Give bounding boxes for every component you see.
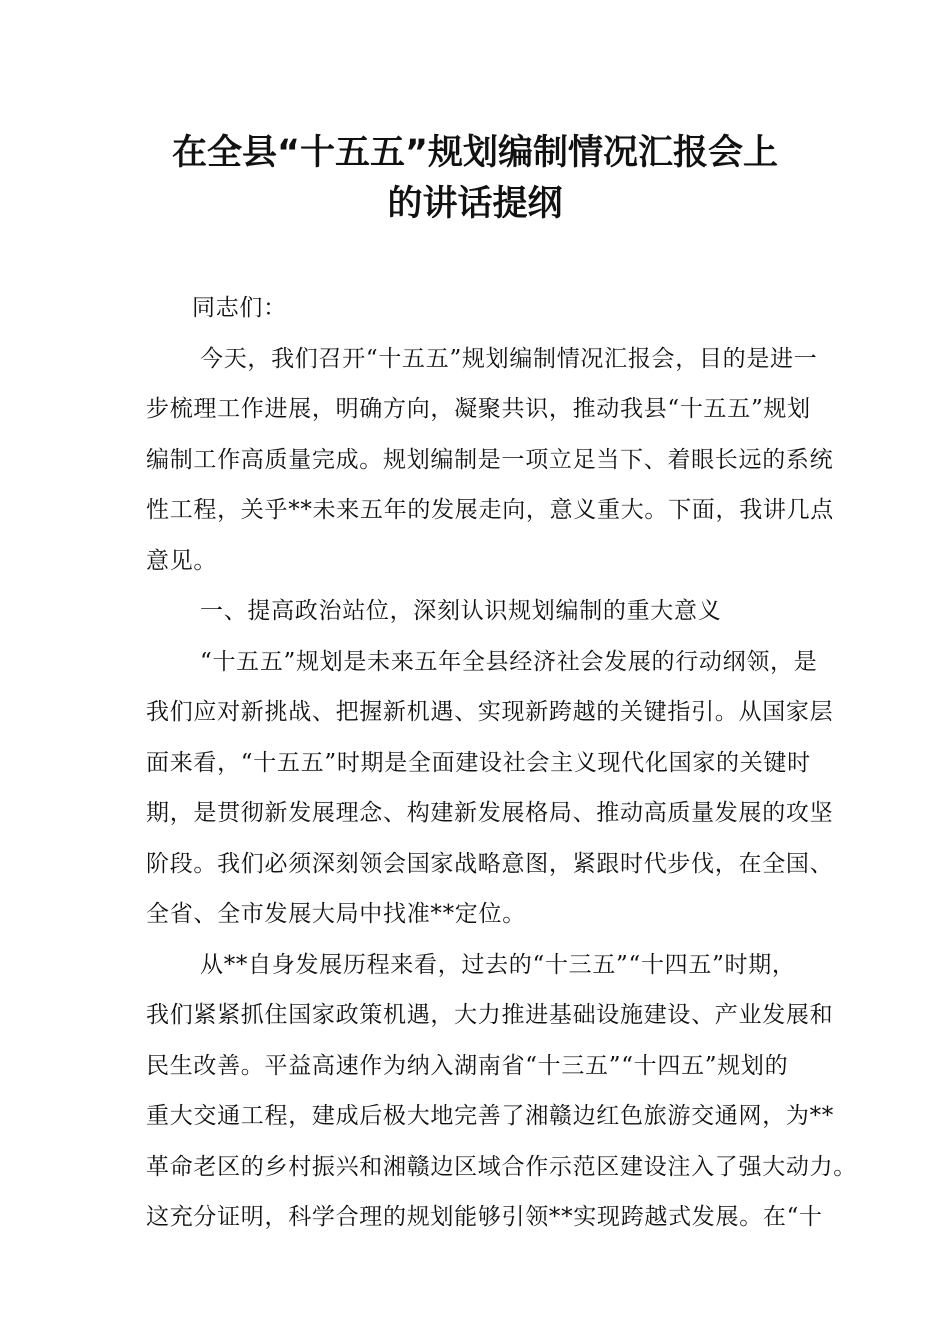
paragraph-line: 全省、全市发展大局中找准**定位。 bbox=[146, 901, 526, 927]
greeting: 同志们： bbox=[192, 295, 287, 321]
paragraph-line: 编制工作高质量完成。规划编制是一项立足当下、着眼长远的系统 bbox=[146, 446, 834, 473]
paragraph-history bbox=[146, 940, 857, 1243]
paragraph-line: 步梳理工作进展，明确方向，凝聚共识，推动我县“十五五”规划 bbox=[146, 396, 811, 422]
paragraph-line: 面来看，“十五五”时期是全面建设社会主义现代化国家的关键时 bbox=[146, 749, 811, 776]
paragraph-line: 重大交通工程，建成后极大地完善了湘赣边红色旅游交通网，为** bbox=[146, 1103, 834, 1129]
paragraph-line: 今天，我们召开“十五五”规划编制情况汇报会，目的是进一 bbox=[200, 345, 818, 372]
paragraph-line: 革命老区的乡村振兴和湘赣边区域合作示范区建设注入了强大动力。 bbox=[146, 1153, 857, 1180]
paragraph-line: 民生改善。平益高速作为纳入湖南省“十三五”“十四五”规划的 bbox=[146, 1052, 789, 1079]
paragraph-line: 期，是贯彻新发展理念、构建新发展格局、推动高质量发展的攻坚 bbox=[146, 800, 834, 826]
paragraph-intro bbox=[146, 334, 834, 587]
paragraph-line: 性工程，关乎**未来五年的发展走向，意义重大。下面，我讲几点 bbox=[146, 497, 834, 523]
paragraph-line: 我们应对新挑战、把握新机遇、实现新跨越的关键指引。从国家层 bbox=[146, 699, 834, 725]
title-line-1: 在全县“十五五”规划编制情况汇报会上 bbox=[171, 133, 778, 173]
document-body bbox=[146, 283, 857, 1243]
section-heading: 一、提高政治站位，深刻认识规划编制的重大意义 bbox=[200, 598, 722, 624]
paragraph-line: 我们紧紧抓住国家政策机遇，大力推进基础设施建设、产业发展和 bbox=[146, 1002, 834, 1028]
title-line-2: 的讲话提纲 bbox=[387, 184, 563, 224]
paragraph-line: 从**自身发展历程来看，过去的“十三五”“十四五”时期， bbox=[200, 951, 796, 978]
paragraph-line: 阶段。我们必须深刻领会国家战略意图，紧跟时代步伐，在全国、 bbox=[146, 850, 834, 877]
paragraph-line: 意见。 bbox=[146, 547, 218, 574]
section-heading-1 bbox=[146, 586, 816, 637]
paragraph-significance bbox=[146, 637, 834, 940]
document-title bbox=[120, 128, 830, 230]
paragraph-line: “十五五”规划是未来五年全县经济社会发展的行动纲领，是 bbox=[200, 648, 818, 675]
paragraph-line: 这充分证明，科学合理的规划能够引领**实现跨越式发展。在“十 bbox=[146, 1204, 823, 1230]
